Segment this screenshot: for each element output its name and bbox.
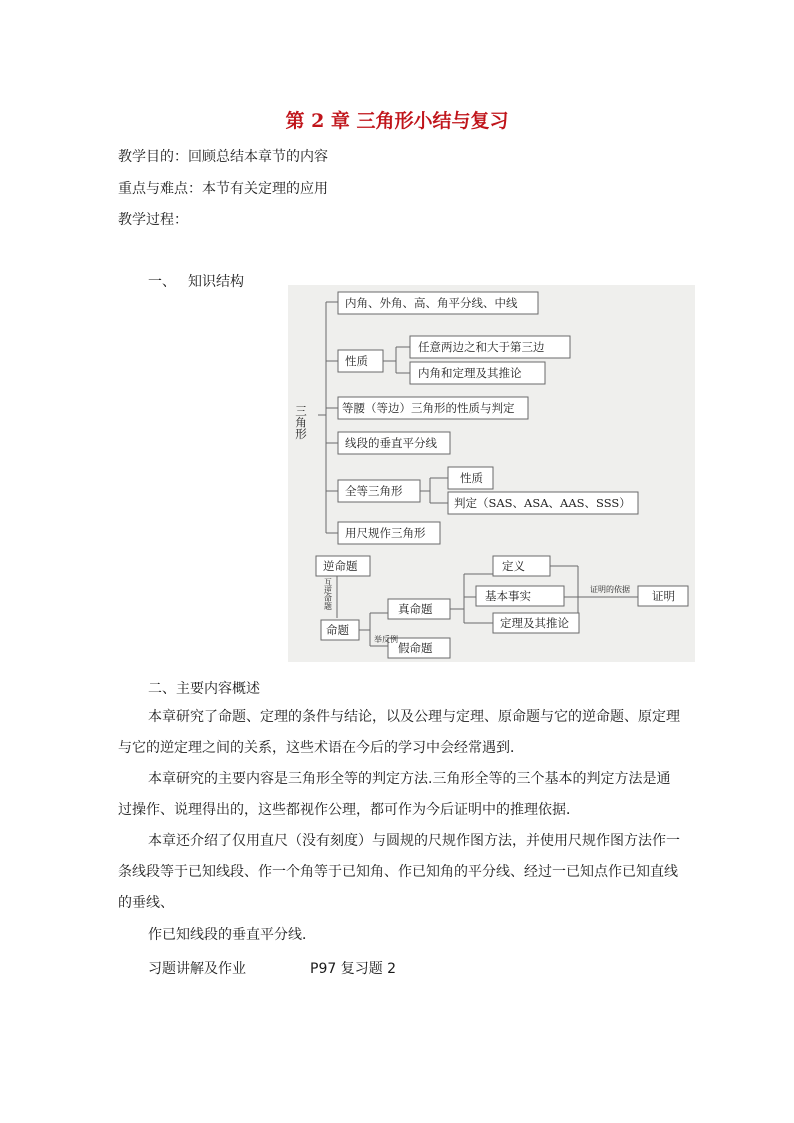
teaching-process: 教学过程： xyxy=(118,212,188,228)
diagram-property-sub-1: 任意两边之和大于第三边 xyxy=(418,340,545,354)
diagram-true-prop: 真命题 xyxy=(398,602,433,616)
diagram-basis: 证明的依据 xyxy=(590,585,630,594)
diagram-converse: 逆命题 xyxy=(323,559,358,573)
diagram-item-3: 等腰（等边）三角形的性质与判定 xyxy=(342,401,515,415)
paragraph-2-line-2: 过操作、说理得出的，这些都视作公理，都可作为今后证明中的推理依据． xyxy=(118,802,580,818)
page-title: 第 2 章 三角形小结与复习 xyxy=(285,110,509,132)
diagram-root: 三角形 xyxy=(294,405,308,440)
diagram-item-4: 线段的垂直平分线 xyxy=(345,436,437,450)
diagram-item-5: 全等三角形 xyxy=(345,484,403,498)
diagram-item-1: 内角、外角、高、角平分线、中线 xyxy=(345,296,518,310)
homework-reference: P97 复习题 2 xyxy=(310,961,397,977)
paragraph-1-line-2: 与它的逆定理之间的关系，这些术语在今后的学习中会经常遇到． xyxy=(118,740,524,756)
paragraph-3-line-1: 本章还介绍了仅用直尺（没有刻度）与圆规的尺规作图方法，并使用尺规作图方法作一 xyxy=(148,833,680,849)
homework-label: 习题讲解及作业 xyxy=(148,961,246,977)
paragraph-3-line-2: 条线段等于已知线段、作一个角等于已知角、作已知角的平分线、经过一已知点作已知直线 xyxy=(118,864,678,880)
paragraph-2-line-1: 本章研究的主要内容是三角形全等的判定方法.三角形全等的三个基本的判定方法是通 xyxy=(148,771,671,787)
teaching-goal: 教学目的：回顾总结本章节的内容 xyxy=(118,149,328,165)
diagram-theorem: 定理及其推论 xyxy=(500,616,569,630)
diagram-congruent-sub-2: 判定（SAS、ASA、AAS、SSS） xyxy=(454,496,631,510)
diagram-congruent-sub-1: 性质 xyxy=(460,471,483,485)
diagram-definition: 定义 xyxy=(502,559,525,573)
diagram-proof: 证明 xyxy=(652,589,675,603)
section2-heading: 二、主要内容概述 xyxy=(148,681,260,697)
section1-number: 一、 xyxy=(148,274,176,290)
diagram-false-prop: 假命题 xyxy=(398,641,433,655)
diagram-proposition: 命题 xyxy=(326,623,349,637)
paragraph-3-line-3: 的垂线、 xyxy=(118,895,174,911)
knowledge-structure-diagram xyxy=(288,285,695,662)
section1-label: 知识结构 xyxy=(188,274,244,290)
paragraph-4: 作已知线段的垂直平分线． xyxy=(148,927,316,943)
diagram-counterexample: 举反例 xyxy=(374,635,398,644)
paragraph-1-line-1: 本章研究了命题、定理的条件与结论，以及公理与定理、原命题与它的逆命题、原定理 xyxy=(148,709,680,725)
diagram-item-6: 用尺规作三角形 xyxy=(345,526,426,540)
diagram-basic-fact: 基本事实 xyxy=(485,589,531,603)
key-points: 重点与难点：本节有关定理的应用 xyxy=(118,181,328,197)
diagram-mutual: 互逆命题 xyxy=(323,578,333,610)
diagram-item-2: 性质 xyxy=(345,354,368,368)
diagram-property-sub-2: 内角和定理及其推论 xyxy=(418,366,522,380)
